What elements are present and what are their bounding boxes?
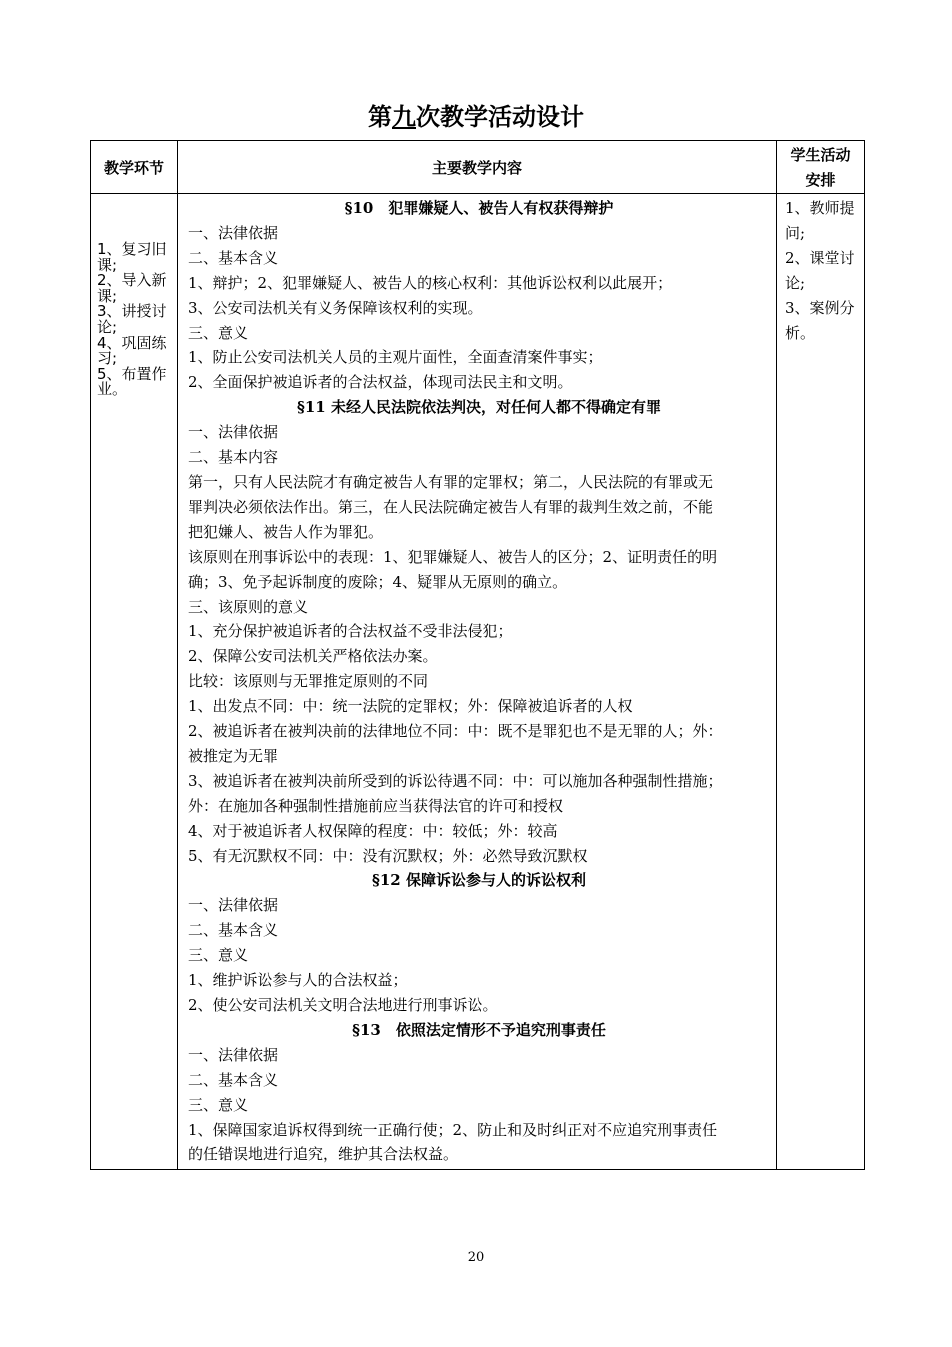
content-line: 该原则在刑事诉讼中的表现：1、犯罪嫌疑人、被告人的区分；2、证明责任的明 xyxy=(188,547,718,566)
page-number: 20 xyxy=(467,1250,485,1265)
content-line: 1、充分保护被追诉者的合法权益不受非法侵犯； xyxy=(188,622,513,641)
teaching-steps-cell xyxy=(91,194,178,1170)
content-line: 2、保障公安司法机关严格依法办案。 xyxy=(188,647,438,666)
student-activities-cell xyxy=(777,194,865,1170)
content-line: 比较：该原则与无罪推定原则的不同 xyxy=(188,672,429,691)
content-line: 一、法律依据 xyxy=(188,1045,279,1064)
content-line: 3、公安司法机关有义务保障该权利的实现。 xyxy=(188,298,483,317)
content-line: 一、法律依据 xyxy=(188,896,279,915)
header-student-activities-line1: 学生活动 xyxy=(790,146,851,164)
content-line: 三、意义 xyxy=(188,323,249,342)
title-prefix: 第 xyxy=(368,103,392,131)
activity-item: 3、案例分析。 xyxy=(785,299,855,342)
content-line: 三、该原则的意义 xyxy=(188,597,309,616)
content-line: 3、被追诉者在被判决前所受到的诉讼待遇不同：中：可以施加各种强制性措施； xyxy=(188,771,723,790)
content-line: 2、使公安司法机关文明合法地进行刑事诉讼。 xyxy=(188,996,498,1014)
step-item: 1、复习旧课; xyxy=(97,240,167,274)
activity-item: 1、教师提问; xyxy=(785,199,855,242)
lesson-design-table xyxy=(90,140,865,1170)
content-line: 二、基本含义 xyxy=(188,248,279,267)
section-heading: §13 依照法定情形不予追究刑事责任 xyxy=(352,1020,606,1039)
title-suffix: 次教学活动设计 xyxy=(416,103,584,131)
activity-item: 2、课堂讨论; xyxy=(785,249,855,292)
content-line: 1、防止公安司法机关人员的主观片面性，全面查清案件事实； xyxy=(188,348,603,367)
header-teaching-stage: 教学环节 xyxy=(91,141,178,194)
content-line: 确；3、免予起诉制度的废除；4、疑罪从无原则的确立。 xyxy=(188,572,568,591)
content-line: 把犯嫌人、被告人作为罪犯。 xyxy=(188,522,384,541)
step-item: 2、导入新课; xyxy=(97,271,167,305)
content-line: 一、法律依据 xyxy=(188,423,279,442)
content-line: 二、基本内容 xyxy=(188,448,279,467)
step-item: 3、讲授讨论; xyxy=(97,302,167,336)
step-item: 5、布置作业。 xyxy=(97,364,167,399)
content-line: 的任错误地进行追究，维护其合法权益。 xyxy=(188,1145,459,1164)
content-line: 5、有无沉默权不同：中：没有沉默权；外：必然导致沉默权 xyxy=(188,846,588,865)
content-line: 三、意义 xyxy=(188,946,249,965)
content-line: 外：在施加各种强制性措施前应当获得法官的许可和授权 xyxy=(188,796,564,815)
content-line: 2、被追诉者在被判决前的法律地位不同：中：既不是罪犯也不是无罪的人；外： xyxy=(188,722,723,741)
content-line: 1、出发点不同：中：统一法院的定罪权；外：保障被追诉者的人权 xyxy=(188,697,633,716)
section-heading: §12 保障诉讼参与人的诉讼权利 xyxy=(372,871,586,890)
content-line: 二、基本含义 xyxy=(188,1070,279,1089)
content-line: 1、维护诉讼参与人的合法权益； xyxy=(188,971,408,990)
content-line: 罪判决必须依法作出。第三，在人民法院确定被告人有罪的裁判生效之前，不能 xyxy=(188,497,714,516)
content-line: 4、对于被追诉者人权保障的程度：中：较低；外：较高 xyxy=(188,821,558,840)
main-content-cell xyxy=(178,194,777,1170)
section-heading: §11 未经人民法院依法判决，对任何人都不得确定有罪 xyxy=(297,398,661,417)
step-item: 4、巩固练习; xyxy=(97,333,167,368)
content-line: 三、意义 xyxy=(188,1095,249,1114)
content-line: 1、保障国家追诉权得到统一正确行使；2、防止和及时纠正对不应追究刑事责任 xyxy=(188,1120,718,1139)
content-line: 一、法律依据 xyxy=(188,223,279,242)
table-header-row xyxy=(91,141,865,194)
content-line: 二、基本含义 xyxy=(188,921,279,940)
content-line: 1、辩护；2、犯罪嫌疑人、被告人的核心权利：其他诉讼权利以此展开； xyxy=(188,273,673,292)
table-body-row xyxy=(91,194,865,1170)
title-number: 九 xyxy=(392,103,416,131)
page-title xyxy=(0,100,952,134)
section-heading: §10 犯罪嫌疑人、被告人有权获得辩护 xyxy=(344,199,614,217)
header-main-content: 主要教学内容 xyxy=(178,141,777,194)
header-student-activities-line2: 安排 xyxy=(805,171,836,189)
header-student-activities xyxy=(777,141,865,194)
content-line: 被推定为无罪 xyxy=(188,746,279,765)
content-line: 2、全面保护被追诉者的合法权益，体现司法民主和文明。 xyxy=(188,373,573,392)
content-line: 第一，只有人民法院才有确定被告人有罪的定罪权；第二，人民法院的有罪或无 xyxy=(188,472,714,491)
